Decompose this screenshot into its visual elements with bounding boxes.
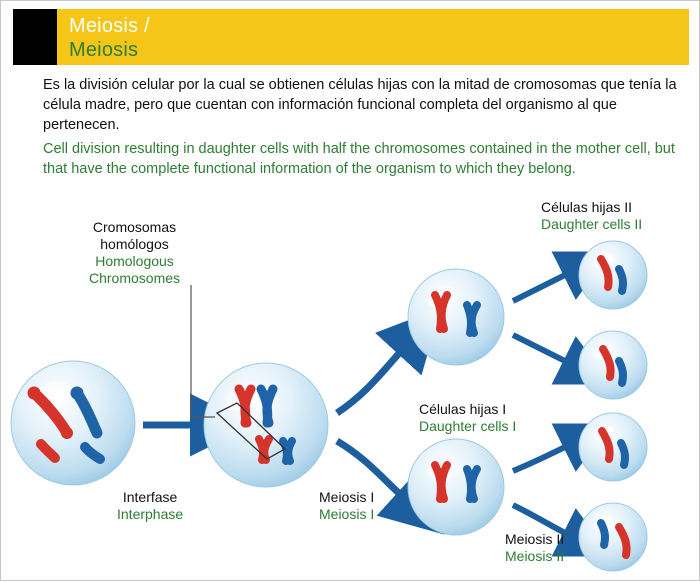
banner-title-english: Meiosis [69, 39, 139, 61]
label-interphase-en: Interphase [117, 506, 184, 522]
label-daughter1-en: Daughter cells I [419, 418, 517, 434]
label-homologous-es-1: Cromosomas [92, 219, 177, 235]
banner-yellow-bar [57, 9, 689, 65]
label-daughter-cells-1 [419, 401, 516, 435]
label-meiosis1-en: Meiosis I [319, 506, 375, 522]
daughter-cell-2 [579, 331, 647, 399]
label-interphase-es: Interfase [122, 489, 178, 505]
meiosis1-cell-top [408, 269, 504, 365]
daughter-cell-4 [579, 503, 647, 571]
label-daughter2-en: Daughter cells II [541, 216, 643, 232]
intro-text-block [43, 75, 683, 179]
label-meiosis2-es: Meiosis II [505, 531, 565, 547]
label-homologous-es-2: homólogos [100, 236, 169, 252]
intro-english: Cell division resulting in daughter cells with half the chromosomes contained in the mother cell, but that have the complete functional information of the organism to which they belong. [43, 141, 675, 177]
interphase-cell [11, 361, 135, 485]
intro-spanish: Es la división celular por la cual se obtienen células hijas con la mitad de cromosomas que tenía la célula madre, pero que cuentan con información funcional completa del organismo al que pertenecen. [43, 77, 677, 133]
title-banner [13, 9, 689, 65]
homologous-pairs-cell [204, 363, 328, 487]
meiosis1-cell-bottom [408, 439, 504, 535]
daughter-cell-1 [579, 241, 647, 309]
arrow-to-daughter-1 [513, 273, 569, 301]
arrow-to-daughter-3 [513, 445, 569, 471]
label-daughter-cells-2 [541, 199, 642, 233]
label-daughter2-es: Células hijas II [541, 199, 633, 215]
label-homologous-chromosomes [89, 219, 180, 287]
banner-black-block [13, 9, 57, 65]
arrow-to-daughter-2 [513, 335, 569, 363]
label-meiosis1-es: Meiosis I [319, 489, 375, 505]
label-meiosis2-en: Meiosis II [505, 548, 565, 564]
label-interphase [117, 489, 183, 523]
label-homologous-en-2: Chromosomes [89, 270, 181, 286]
label-daughter1-es: Células hijas I [419, 401, 507, 417]
arrow-to-meiosis1-top [337, 349, 403, 413]
meiosis-diagram [1, 197, 700, 582]
label-meiosis-1 [319, 489, 374, 523]
label-homologous-en-1: Homologous [95, 253, 174, 269]
label-meiosis-2 [505, 531, 564, 565]
daughter-cell-3 [579, 413, 647, 481]
banner-title-spanish: Meiosis / [69, 15, 150, 37]
